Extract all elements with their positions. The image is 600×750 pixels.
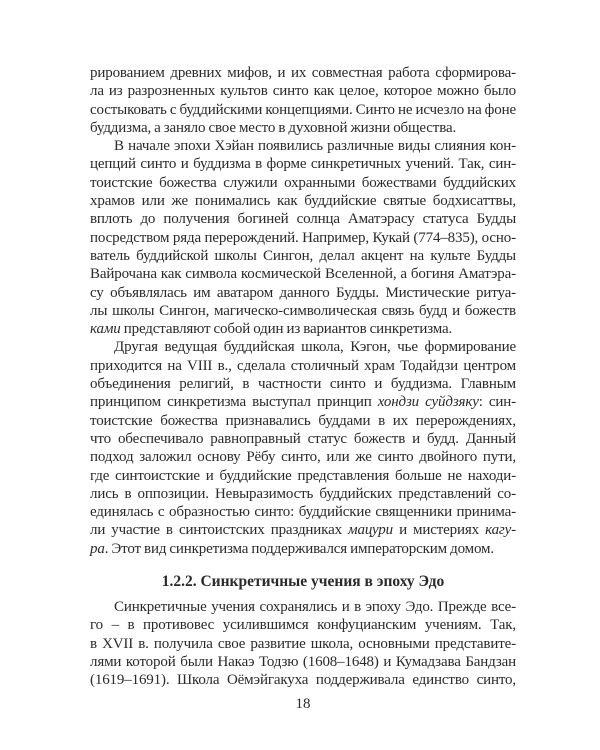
- italic-term: ра: [90, 540, 105, 557]
- text-line: [90, 265, 516, 283]
- text-run: что обеспечивало равноправный статус божеств и будд. Данный: [90, 430, 516, 447]
- text-run: лы школы Сингон, магическо-символическая связь будд и божеств: [90, 302, 516, 319]
- text-line: [90, 671, 516, 689]
- text-line: [90, 412, 516, 430]
- italic-term: кагу-: [485, 522, 516, 539]
- text-run: цепций синто и буддизма в форме синкретичных учений. Так, син-: [90, 156, 516, 173]
- text-run: объединения религий, в частности синто и буддизма. Главным: [90, 376, 516, 393]
- text-run: буддизма, а заняло свое место в духовной жизни общества.: [90, 119, 457, 136]
- text-run: лись в оппозиции. Невыразимость буддийских представлений со-: [90, 485, 516, 502]
- text-line: [90, 357, 516, 375]
- text-line: [90, 521, 516, 539]
- italic-term: мацури: [348, 522, 393, 539]
- text-line: [90, 210, 516, 228]
- text-line: [90, 320, 516, 338]
- text-run: В начале эпохи Хэйан появились различные виды слияния кон-: [114, 138, 516, 155]
- text-run: вплоть до получения богиней солнца Аматэрасу статуса Будды: [90, 211, 516, 228]
- section-heading: 1.2.2. Синкретичные учения в эпоху Эдо: [161, 573, 445, 591]
- text-line: [90, 247, 516, 265]
- text-run: и мистериях: [392, 522, 486, 539]
- text-run: го – в противовес усилившимся конфуцианским учениям. Так,: [90, 617, 516, 634]
- text-run: тоистские божества служили охранными божествами буддийских: [90, 174, 516, 191]
- text-line: [90, 101, 516, 119]
- text-run: Вайрочана как символа космической Вселенной, а богиня Аматэра-: [90, 266, 516, 283]
- italic-term: хондзи суйдзяку: [377, 394, 479, 411]
- text-run: состыковать с буддийскими концепциями. Синто не исчезло на фоне: [90, 101, 516, 118]
- text-line: [90, 653, 516, 671]
- text-line: [90, 393, 516, 411]
- text-run: единялась с образностью синто: буддийские священники принима-: [90, 504, 516, 521]
- text-run: ватель буддийской школы Сингон, делал акцент на культе Будды: [90, 247, 516, 264]
- paragraph: [90, 137, 516, 338]
- text-line: [90, 302, 516, 320]
- page-number: 18: [295, 695, 311, 712]
- text-line: [90, 119, 516, 137]
- text-run: посредством ряда перерождений. Например, Кукай (774–835), осно-: [90, 229, 516, 246]
- text-run: принципом синкретизма выступал принцип: [90, 394, 378, 411]
- text-line: [90, 485, 516, 503]
- paragraph: [90, 598, 516, 689]
- text-line: [90, 82, 516, 100]
- text-line: [90, 174, 516, 192]
- text-line: [90, 635, 516, 653]
- text-run: рированием древних мифов, и их совместная работа сформирова-: [90, 65, 516, 81]
- text-line: [90, 229, 516, 247]
- text-line: [90, 430, 516, 448]
- text-line: [90, 64, 516, 82]
- paragraph: [90, 338, 516, 558]
- text-line: [90, 155, 516, 173]
- text-run: Синкретичные учения сохранялись и в эпоху Эдо. Прежде все-: [114, 599, 516, 616]
- text-line: [90, 137, 516, 155]
- text-run: лями которой были Накаэ Тодзю (1608–1648) и Кумадзава Бандзан: [90, 653, 516, 670]
- text-run: : син-: [478, 394, 516, 411]
- text-line: [90, 467, 516, 485]
- text-run: ли участие в синтоистских праздниках: [90, 522, 349, 539]
- text-run: храмов или же понимались как буддийские святые бодхисаттвы,: [90, 193, 516, 210]
- text-line: [90, 192, 516, 210]
- italic-term: ками: [90, 321, 121, 338]
- text-line: [90, 616, 516, 634]
- page-body: [90, 0, 516, 713]
- text-run: где синтоистские и буддийские представления больше не находи-: [90, 467, 516, 484]
- text-run: су объявлялась им аватаром данного Будды. Мистические ритуа-: [90, 284, 516, 301]
- text-run: представляют собой один из вариантов синкретизма.: [120, 321, 453, 338]
- text-run: ла из разрозненных культов синто как целое, которое можно было: [90, 83, 516, 100]
- text-line: [90, 540, 516, 558]
- paragraph: [90, 64, 516, 137]
- text-run: подход заложил основу Рёбу синто, или же синто двойного пути,: [90, 449, 516, 466]
- text-run: в XVII в. получила свое развитие школа, основными представите-: [90, 635, 516, 652]
- text-run: Другая ведущая буддийская школа, Кэгон, чье формирование: [114, 339, 516, 356]
- text-line: [90, 338, 516, 356]
- text-line: [90, 375, 516, 393]
- body-text-bottom: [90, 598, 516, 689]
- text-line: [90, 598, 516, 616]
- text-run: (1619–1691). Школа Оёмэйгакуха поддерживала единство синто,: [90, 672, 516, 689]
- body-text-top: [90, 64, 516, 558]
- text-run: приходится на VIII в., сделала столичный храм Тодайдзи центром: [90, 357, 516, 374]
- text-line: [90, 448, 516, 466]
- text-line: [90, 503, 516, 521]
- text-line: [90, 284, 516, 302]
- text-run: . Этот вид синкретизма поддерживался императорским домом.: [104, 540, 494, 557]
- text-run: тоистские божества признавались буддами в их перерождениях,: [90, 412, 516, 429]
